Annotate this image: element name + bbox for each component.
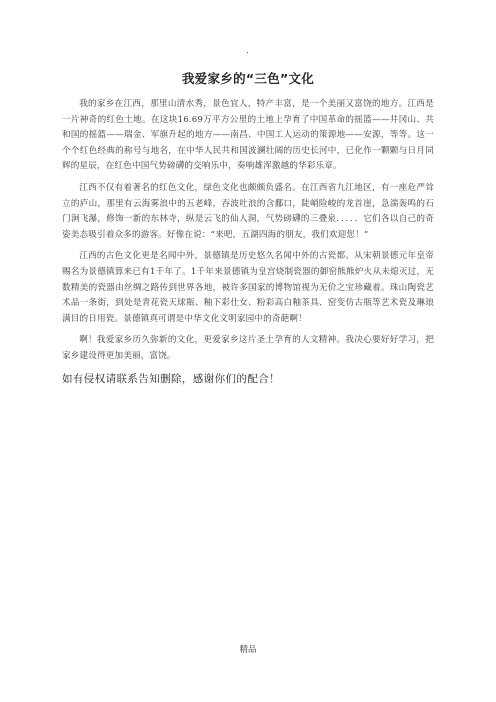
footer-label: 精品 bbox=[239, 645, 257, 655]
paragraph-green-culture: 江西不仅有着著名的红色文化，绿色文化也颇颇负盛名。在江西省九江地区，有一座危严耸立的庐山，那里有云海雾浪中的五老峰，吞波吐浪的含鄱口，陡峭险峻的龙首崖，急湍轰鸣的石门涧飞瀑，修饰一新的东林寺，纵是云飞的仙人洞，气势磅礴的三叠泉．．．．．它们各以自己的奇姿美态吸引着众多的游客。好像在说：“来吧，五湖四海的朋友，我们欢迎您！” bbox=[62, 182, 434, 240]
paragraph-ancient-culture: 江西的古色文化更是名闻中外，景德镇是历史悠久名闻中外的古瓷都。从宋朝景德元年皇帝赐名为景德镇算来已有1千年了。1千年来景德镇为皇宫烧制瓷器的御窑熊熊炉火从未熄灭过，无数精美的瓷器由丝绸之路传到世界各地，被许多国家的博物馆视为无价之宝珍藏着。珠山陶瓷艺术品一条街，到处是青花瓷天球瓶、釉下彩仕女、粉彩高白釉茶具、窑变仿古瓶等艺术瓷及琳琅满目的日用瓷。景德镇真可谓是中华文化文明家园中的奇葩啊！ bbox=[62, 251, 434, 324]
header-dot: . bbox=[246, 46, 249, 56]
copyright-notice: 如有侵权请联系告知删除，感谢你们的配合！ bbox=[62, 372, 280, 385]
document-body bbox=[62, 97, 434, 387]
document-title: 我爱家乡的“三色”文化 bbox=[181, 71, 315, 86]
paragraph-red-culture: 我的家乡在江西，那里山清水秀，景色宜人，特产丰富，是一个美丽又富饶的地方。江西是一片神奇的红色土地。在这块16.69万平方公里的土地上孕育了中国革命的摇篮——井冈山、共和国的摇篮——瑞金、军旗升起的地方——南昌、中国工人运动的策源地——安源，等等。这一个个红色经典的称号与地名，在中华人民共和国波澜壮阔的历史长河中，已化作一颗颗与日月同辉的星辰，在红色中国气势磅礴的交响乐中，奏响雄浑激越的华彩乐章。 bbox=[62, 99, 434, 172]
paragraph-conclusion: 啊！我爱家乡历久弥新的文化，更爱家乡这片圣土孕育的人文精神。我决心要好好学习，把家乡建设得更加美丽，富饶。 bbox=[62, 335, 434, 361]
